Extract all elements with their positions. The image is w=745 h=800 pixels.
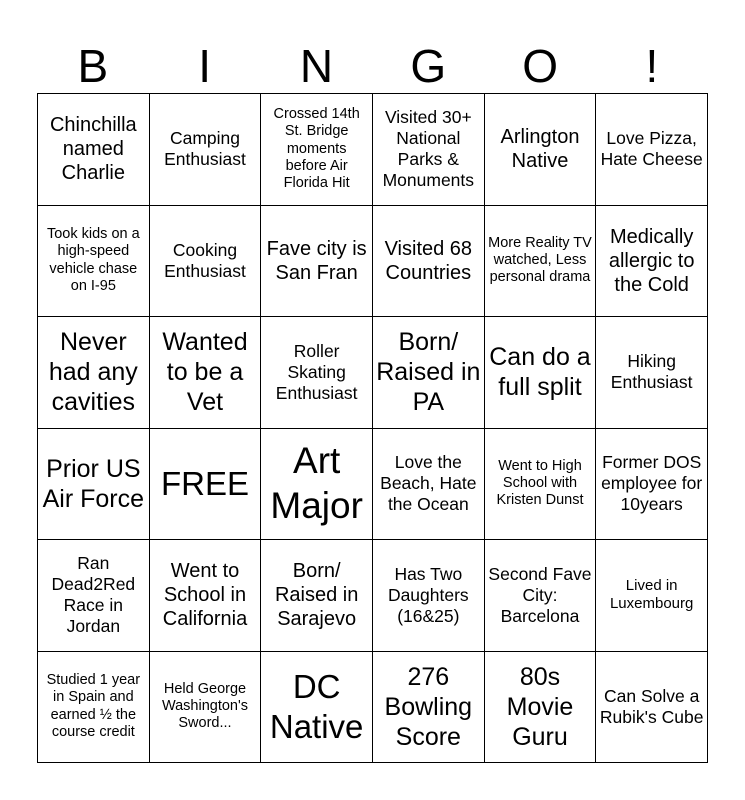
bingo-cell[interactable] — [485, 94, 597, 206]
header-letter: N — [299, 40, 334, 92]
bingo-cell[interactable] — [485, 540, 597, 652]
bingo-cell[interactable] — [596, 540, 708, 652]
bingo-cell[interactable] — [485, 652, 597, 764]
cell-text: Born/ Raised in PA — [376, 328, 481, 417]
bingo-cell[interactable] — [596, 206, 708, 318]
bingo-cell[interactable] — [373, 540, 485, 652]
bingo-cell[interactable] — [596, 94, 708, 206]
cell-text: Lived in Luxembourg — [609, 577, 694, 613]
cell-text: Held George Washington's Sword... — [161, 680, 249, 732]
cell-text: Can do a full split — [489, 343, 591, 402]
bingo-cell[interactable] — [38, 540, 150, 652]
cell-text: 80s Movie Guru — [506, 662, 574, 751]
bingo-cell[interactable] — [261, 94, 373, 206]
cell-text: Hiking Enthusiast — [610, 351, 693, 393]
cell-text: Wanted to be a Vet — [162, 328, 248, 417]
bingo-grid — [37, 93, 708, 763]
bingo-cell[interactable] — [373, 206, 485, 318]
bingo-cell[interactable] — [150, 317, 262, 429]
bingo-cell[interactable] — [38, 652, 150, 764]
cell-text: DC Native — [269, 668, 364, 745]
header-letter: O — [522, 40, 558, 92]
cell-text: Studied 1 year in Spain and earned ½ the course credit — [46, 671, 141, 741]
header-letter: G — [410, 40, 447, 92]
bingo-header — [37, 38, 708, 94]
cell-text: Chinchilla named Charlie — [49, 114, 137, 185]
cell-text: Medically allergic to the Cold — [608, 225, 695, 296]
bingo-cell[interactable] — [261, 652, 373, 764]
bingo-cell[interactable] — [38, 206, 150, 318]
bingo-cell[interactable] — [150, 540, 262, 652]
free-space[interactable] — [150, 429, 262, 541]
bingo-cell[interactable] — [261, 429, 373, 541]
bingo-cell[interactable] — [38, 429, 150, 541]
bingo-cell[interactable] — [596, 652, 708, 764]
bingo-cell[interactable] — [373, 317, 485, 429]
cell-text: Arlington Native — [500, 126, 580, 173]
bingo-cell[interactable] — [261, 317, 373, 429]
bingo-cell[interactable] — [485, 206, 597, 318]
cell-text: Love Pizza, Hate Cheese — [600, 128, 703, 170]
cell-text: Prior US Air Force — [42, 454, 145, 513]
cell-text: Has Two Daughters (16&25) — [387, 563, 469, 626]
cell-text: Visited 68 Countries — [384, 237, 473, 284]
cell-text: Went to High School with Kristen Dunst — [496, 457, 584, 509]
cell-text: Never had any cavities — [48, 328, 138, 417]
bingo-cell[interactable] — [261, 206, 373, 318]
bingo-cell[interactable] — [485, 429, 597, 541]
bingo-cell[interactable] — [38, 94, 150, 206]
bingo-cell[interactable] — [150, 206, 262, 318]
header-letter: B — [77, 40, 109, 92]
cell-text: Visited 30+ National Parks & Monuments — [382, 107, 475, 191]
bingo-cell[interactable] — [373, 429, 485, 541]
cell-text: Second Fave City: Barcelona — [488, 563, 592, 626]
bingo-cell[interactable] — [150, 652, 262, 764]
cell-text: FREE — [160, 464, 249, 502]
cell-text: Crossed 14th St. Bridge moments before Air Florida Hit — [273, 105, 360, 192]
bingo-cell[interactable] — [373, 652, 485, 764]
cell-text: Ran Dead2Red Race in Jordan — [51, 553, 136, 637]
bingo-cell[interactable] — [38, 317, 150, 429]
cell-text: Took kids on a high-speed vehicle chase on I-95 — [46, 225, 140, 295]
bingo-cell[interactable] — [596, 429, 708, 541]
cell-text: Art Major — [270, 440, 363, 526]
header-letter: ! — [645, 40, 659, 92]
bingo-cell[interactable] — [261, 540, 373, 652]
cell-text: Former DOS employee for 10years — [601, 452, 703, 515]
cell-text: Born/ Raised in Sarajevo — [274, 560, 359, 631]
cell-text: More Reality TV watched, Less personal drama — [488, 234, 592, 286]
cell-text: Fave city is San Fran — [266, 237, 367, 284]
cell-text: Love the Beach, Hate the Ocean — [380, 452, 477, 515]
bingo-cell[interactable] — [596, 317, 708, 429]
header-letter: I — [198, 40, 212, 92]
cell-text: Cooking Enthusiast — [164, 239, 246, 281]
bingo-cell[interactable] — [485, 317, 597, 429]
cell-text: Can Solve a Rubik's Cube — [599, 685, 704, 727]
bingo-cell[interactable] — [150, 94, 262, 206]
cell-text: 276 Bowling Score — [384, 662, 473, 751]
cell-text: Camping Enthusiast — [164, 128, 246, 170]
bingo-cell[interactable] — [373, 94, 485, 206]
cell-text: Roller Skating Enthusiast — [275, 340, 358, 403]
cell-text: Went to School in California — [162, 560, 248, 631]
